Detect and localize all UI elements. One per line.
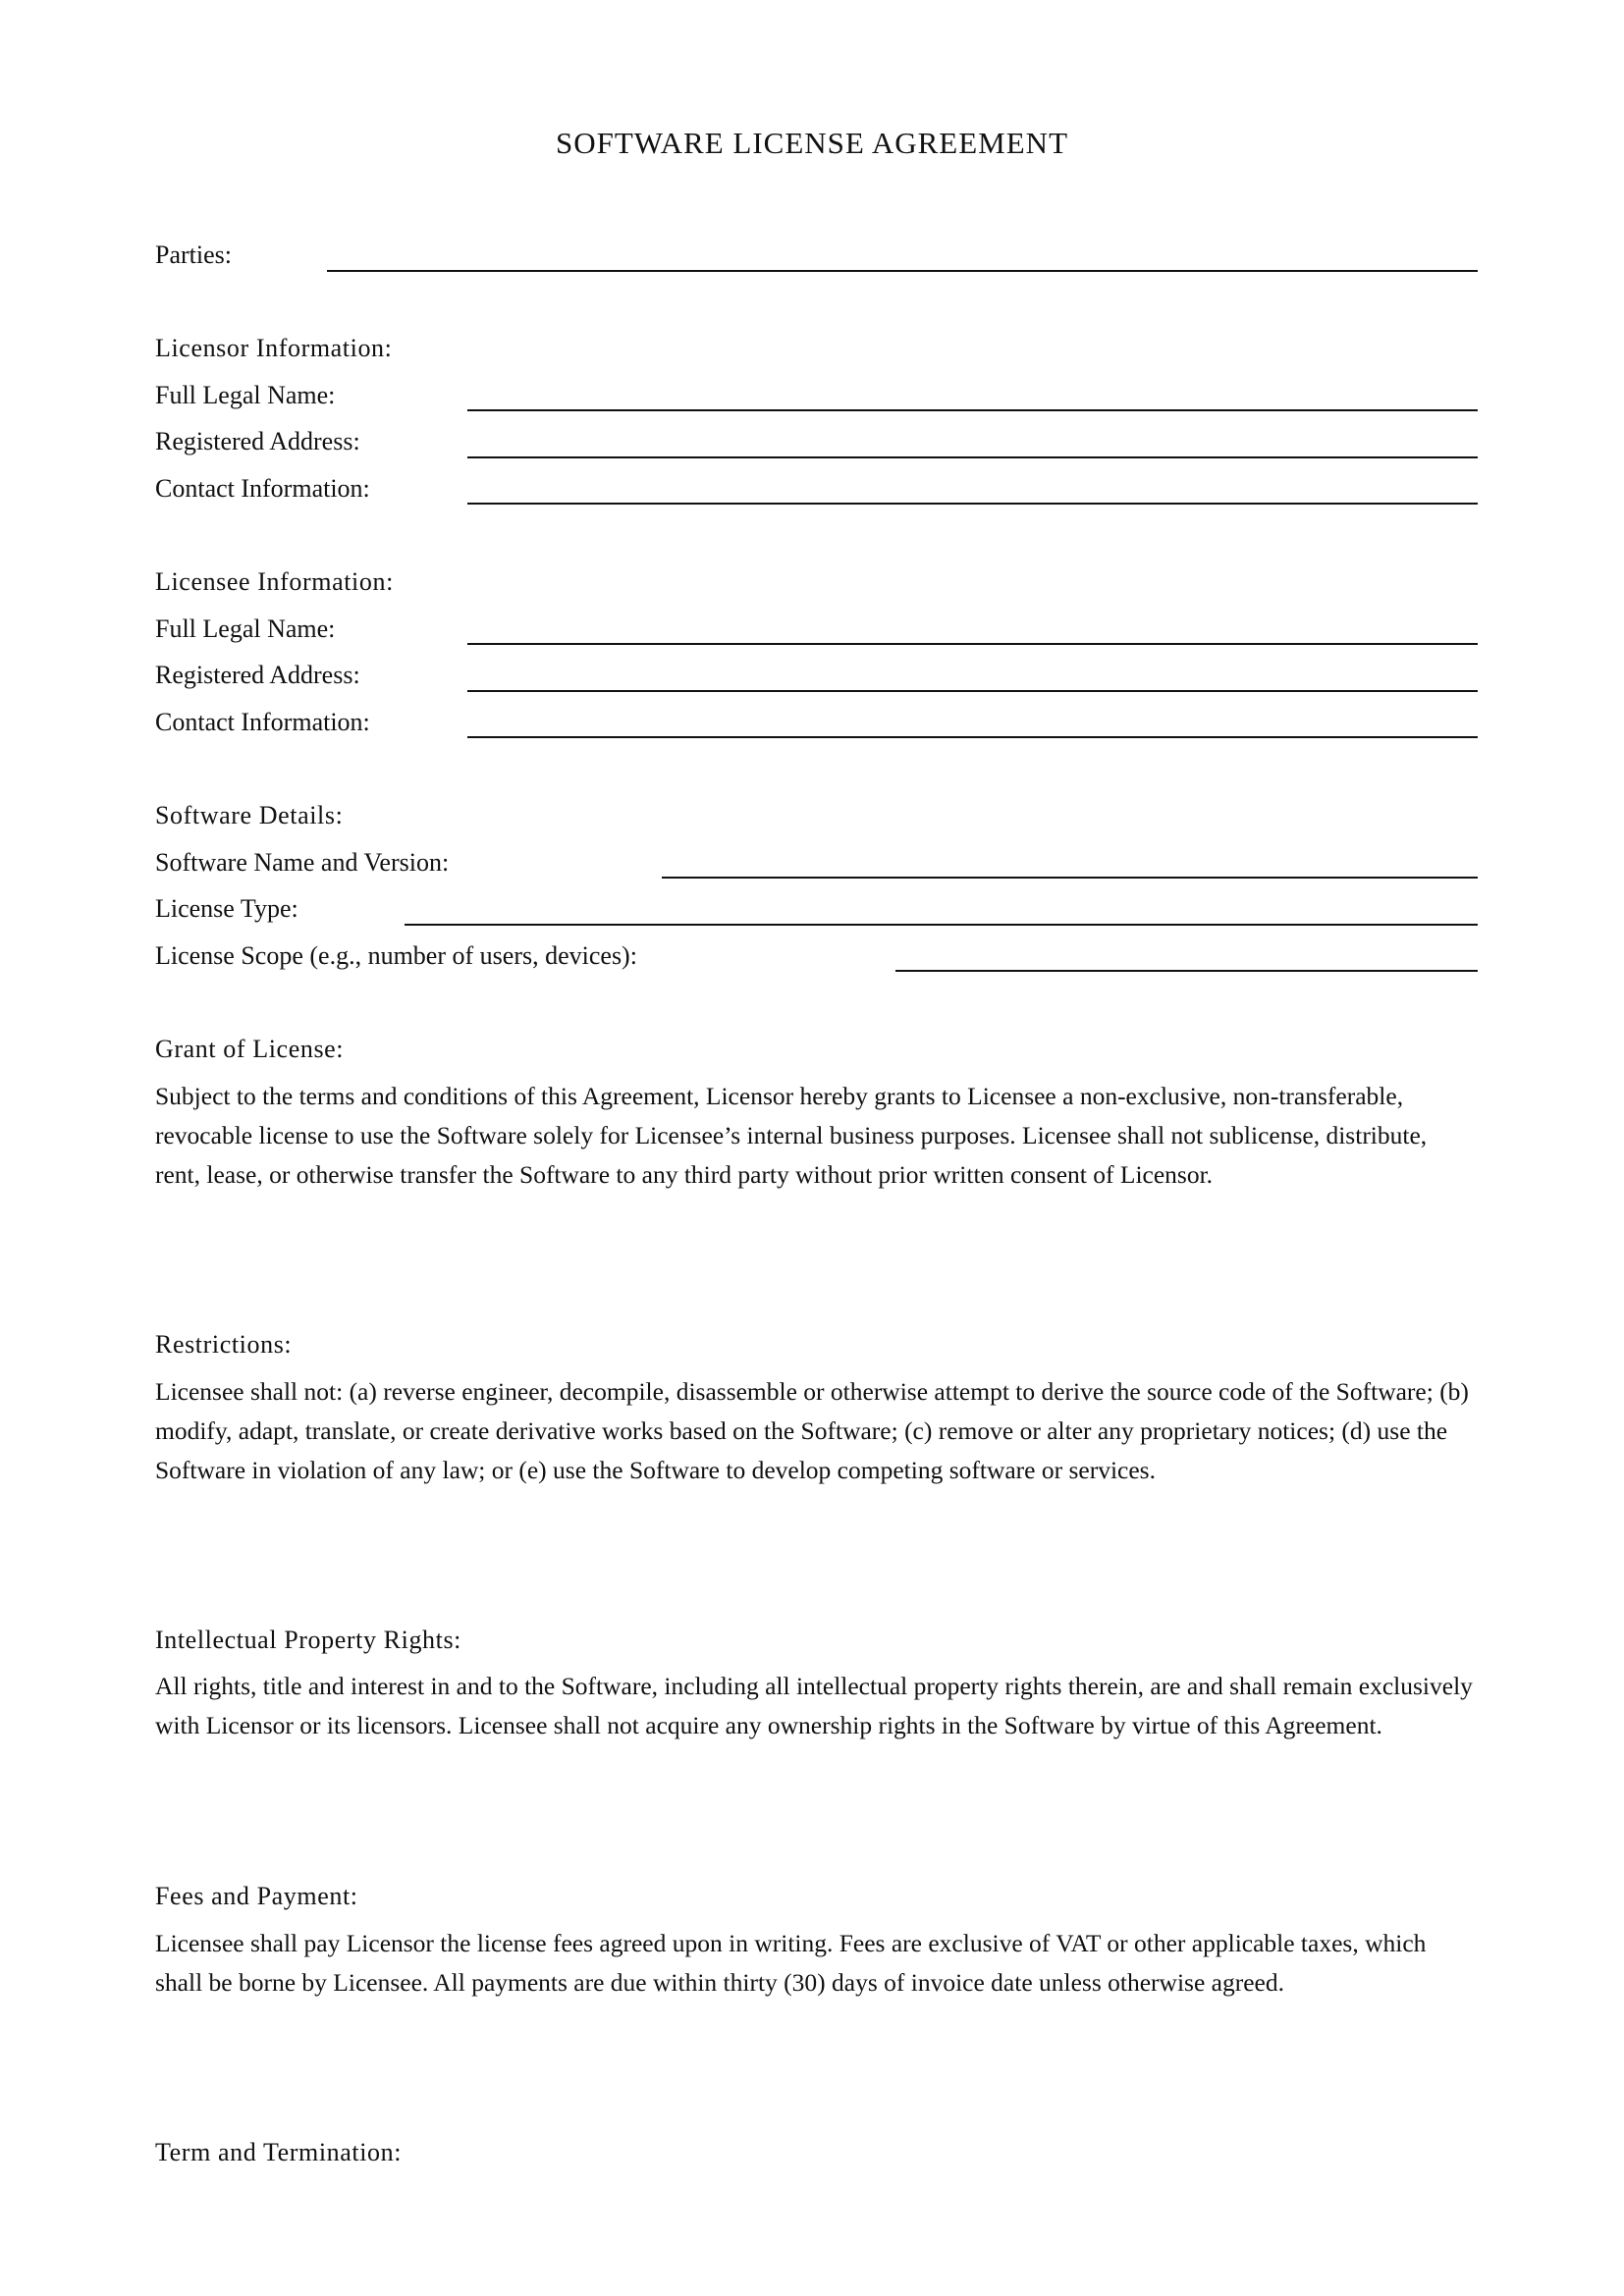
licensee-address-label: Registered Address: xyxy=(155,661,360,689)
grant-of-license-text: Subject to the terms and conditions of this Agreement, Licensor hereby grants to Licensee a non-exclusive, non-transferable, revocable license to use the Software solely for Licensee’s internal business purposes. Licensee shall not sublicense, distribute, rent, lease, or otherwise transfer the Software to any third party without prior written consent of Licensor. xyxy=(155,1082,1428,1189)
licensor-address-field[interactable] xyxy=(467,456,1478,458)
licensee-contact-field[interactable] xyxy=(467,736,1478,738)
licensor-name-label: Full Legal Name: xyxy=(155,381,336,409)
license-type-label: License Type: xyxy=(155,894,298,923)
term-termination-heading: Term and Termination: xyxy=(155,2138,403,2166)
licensee-address-field[interactable] xyxy=(467,690,1478,692)
software-name-label: Software Name and Version: xyxy=(155,848,450,877)
fees-payment-heading: Fees and Payment: xyxy=(155,1882,358,1910)
license-scope-label: License Scope (e.g., number of users, devices): xyxy=(155,941,637,970)
ip-rights-heading: Intellectual Property Rights: xyxy=(155,1626,462,1654)
document-title: SOFTWARE LICENSE AGREEMENT xyxy=(556,126,1068,160)
licensor-heading: Licensor Information: xyxy=(155,334,393,362)
parties-label: Parties: xyxy=(155,240,232,269)
ip-rights-text: All rights, title and interest in and to the Software, including all intellectual property rights therein, are and shall remain exclusively with Licensor or its licensors. Licensee shall not acquire any ownership rights in the Software by virtue of this Agreement. xyxy=(155,1672,1473,1739)
license-scope-field[interactable] xyxy=(895,970,1478,972)
parties-field[interactable] xyxy=(327,270,1478,272)
grant-of-license-heading: Grant of License: xyxy=(155,1035,345,1063)
restrictions-heading: Restrictions: xyxy=(155,1330,293,1359)
software-heading: Software Details: xyxy=(155,801,344,829)
fees-payment-text: Licensee shall pay Licensor the license fees agreed upon in writing. Fees are exclusive of VAT or other applicable taxes, which shall be borne by Licensee. All payments are due within thirty (30) days of invoice date unless otherwise agreed. xyxy=(155,1929,1427,1997)
licensor-name-field[interactable] xyxy=(467,409,1478,411)
license-type-field[interactable] xyxy=(405,924,1478,926)
licensee-contact-label: Contact Information: xyxy=(155,708,370,736)
licensee-heading: Licensee Information: xyxy=(155,567,394,596)
restrictions-text: Licensee shall not: (a) reverse engineer, decompile, disassemble or otherwise attempt to derive the source code of the Software; (b) modify, adapt, translate, or create derivative works based on the Software; (c) remove or alter any proprietary notices; (d) use the Software in violation of any law; or (e) use the Software to develop competing software or services. xyxy=(155,1377,1469,1484)
software-name-field[interactable] xyxy=(662,877,1478,879)
licensor-contact-field[interactable] xyxy=(467,503,1478,505)
licensor-contact-label: Contact Information: xyxy=(155,474,370,503)
licensee-name-field[interactable] xyxy=(467,643,1478,645)
licensor-address-label: Registered Address: xyxy=(155,427,360,455)
licensee-name-label: Full Legal Name: xyxy=(155,614,336,643)
